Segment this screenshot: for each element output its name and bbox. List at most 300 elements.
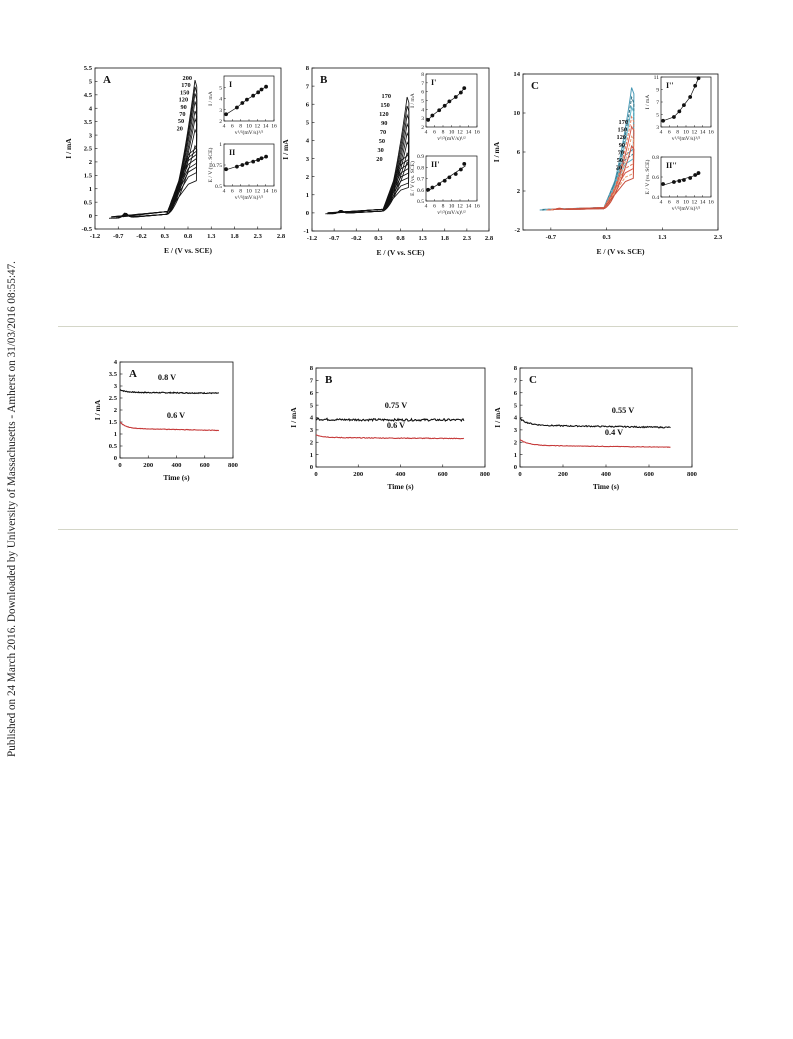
x-tick-label: 0	[118, 462, 122, 469]
y-tick-label: 0	[88, 212, 92, 220]
y-tick-label: 2	[88, 159, 92, 167]
x-axis-label: Time (s)	[592, 482, 620, 491]
cv-series-line	[116, 111, 196, 218]
inset-point	[447, 99, 451, 103]
panel-letter: A	[103, 74, 111, 86]
inset-x-tick-label: 4	[222, 123, 226, 130]
inset-x-tick-label: 6	[230, 188, 234, 195]
inset-y-tick-label: 0.75	[212, 163, 222, 169]
inset-y-axis-label: E / V (vs. SCE)	[645, 159, 651, 195]
inset-x-tick-label: 8	[676, 199, 680, 206]
x-axis-label: E / (V vs. SCE)	[596, 247, 645, 256]
scan-rate-label: 120	[178, 96, 189, 104]
inset-x-tick-label: 8	[676, 129, 680, 136]
y-tick-label: 2	[305, 173, 309, 181]
inset-x-tick-label: 14	[262, 123, 269, 130]
cv-series-line	[118, 119, 197, 218]
scan-rate-label: 170	[381, 93, 391, 100]
y-tick-label: 8	[309, 365, 313, 373]
ca-series-line	[520, 418, 671, 428]
ca-series-line	[316, 435, 464, 439]
x-tick-label: 1.8	[440, 235, 449, 242]
y-tick-label: 6	[516, 149, 520, 157]
inset-point	[430, 186, 434, 190]
inset-point	[245, 161, 249, 165]
inset-y-tick-label: 0.7	[417, 176, 424, 183]
x-tick-label: 0.3	[374, 235, 383, 242]
scan-rate-label: 70	[179, 111, 186, 118]
cv-chart-a	[62, 58, 294, 276]
y-tick-label: 2	[113, 407, 117, 415]
x-tick-label: -0.7	[113, 233, 124, 240]
inset-point	[437, 108, 441, 112]
x-tick-label: -1.2	[89, 233, 101, 240]
potential-label: 0.8 V	[157, 373, 177, 382]
inset-point	[677, 109, 681, 113]
inset-point	[677, 179, 681, 183]
x-tick-label: 2.8	[276, 233, 286, 240]
inset-point	[454, 172, 458, 176]
y-axis-label: I / mA	[493, 407, 502, 428]
inset-y-tick-label: 7	[656, 100, 659, 106]
x-axis-label: Time (s)	[387, 482, 414, 491]
inset-y-tick-label: 0.8	[417, 165, 424, 172]
inset-y-tick-label: 0.4	[652, 195, 659, 201]
ca-chart-a	[80, 353, 260, 489]
inset-plot	[208, 76, 277, 136]
y-axis-label: I / mA	[492, 141, 501, 163]
inset-y-tick-label: 2	[421, 125, 424, 131]
y-tick-label: 4	[305, 137, 309, 145]
scan-rate-label: 70	[379, 129, 387, 136]
scan-rate-label: 150	[617, 126, 627, 134]
inset-point	[251, 94, 255, 98]
inset-point	[260, 156, 264, 160]
x-tick-label: 2.3	[462, 235, 471, 242]
inset-x-tick-label: 6	[433, 129, 436, 136]
ca-series-line	[520, 440, 671, 448]
download-watermark	[2, 0, 22, 1039]
y-tick-label: 3	[513, 427, 517, 435]
y-tick-label: 3	[305, 155, 309, 163]
x-tick-label: 2.3	[713, 234, 723, 241]
download-watermark-text: Published on 24 March 2016. Downloaded by University of Massachusetts - Amherst on 31/03/2016 08:55:47.	[6, 261, 18, 758]
inset-y-tick-label: 0.9	[417, 154, 424, 160]
inset-x-tick-label: 16	[271, 188, 277, 195]
panel-letter: C	[529, 374, 537, 386]
y-tick-label: 5	[305, 119, 309, 127]
inset-point	[462, 162, 466, 166]
ca-chart-b	[275, 360, 495, 492]
inset-point	[426, 188, 430, 192]
inset-y-tick-label: 0.6	[652, 175, 659, 181]
y-tick-label: 1	[113, 431, 117, 439]
inset-point	[693, 84, 697, 88]
x-tick-label: -0.7	[545, 234, 557, 241]
y-tick-label: 1	[513, 451, 517, 459]
y-tick-label: 5	[513, 402, 517, 410]
inset-point	[697, 171, 701, 175]
x-tick-label: 400	[601, 471, 611, 478]
scan-rate-label: 90	[618, 141, 625, 149]
x-tick-label: 200	[143, 462, 154, 469]
inset-point	[682, 103, 686, 107]
cv-series-line	[120, 130, 197, 218]
inset-y-tick-label: 1	[219, 142, 222, 148]
inset-point	[672, 180, 676, 184]
x-tick-label: 600	[199, 462, 210, 469]
cv-series-line	[115, 102, 197, 219]
x-tick-label: 2.8	[484, 235, 494, 242]
inset-x-tick-label: 4	[659, 129, 663, 136]
inset-point	[235, 165, 239, 169]
inset-point	[245, 98, 249, 102]
cv-series-line	[325, 97, 409, 214]
inset-point	[443, 179, 447, 183]
inset-point	[256, 90, 260, 94]
potential-label: 0.4 V	[604, 428, 624, 437]
y-tick-label: -1	[303, 228, 309, 236]
scan-rate-label: 200	[182, 75, 192, 82]
panel-letter: A	[129, 368, 137, 380]
inset-x-axis-label: v¹/²(mV/s)¹/²	[234, 130, 264, 136]
inset-y-axis-label: I / mA	[208, 91, 214, 106]
y-tick-label: 14	[513, 71, 520, 79]
inset-y-tick-label: 0.6	[417, 187, 424, 194]
inset-point	[426, 118, 430, 122]
y-tick-label: 4	[88, 105, 92, 113]
inset-point	[224, 112, 228, 116]
inset-x-axis-label: v¹/²(mV/s)¹/²	[671, 136, 701, 142]
y-tick-label: 3	[88, 132, 92, 140]
inset-point	[224, 167, 228, 171]
scan-rate-label: 70	[617, 149, 624, 157]
inset-x-tick-label: 10	[683, 199, 689, 206]
inset-x-tick-label: 4	[222, 188, 226, 195]
x-tick-label: 0.3	[602, 234, 611, 241]
x-axis-label: E / (V vs. SCE)	[376, 248, 425, 257]
y-tick-label: 5.5	[83, 65, 92, 73]
y-tick-label: 3	[113, 383, 117, 391]
y-tick-label: 6	[305, 101, 309, 109]
cv-series-line	[327, 106, 409, 214]
panel-letter: B	[325, 374, 333, 386]
inset-y-axis-label: E / V (vs. SCE)	[410, 161, 416, 196]
inset-point	[443, 104, 447, 108]
inset-x-tick-label: 4	[659, 199, 663, 206]
ca-curves	[120, 373, 219, 431]
inset-y-tick-label: 7	[421, 80, 424, 87]
inset-x-tick-label: 14	[699, 199, 706, 206]
scan-rate-label: 20	[176, 125, 183, 133]
ca-curves	[316, 401, 464, 439]
inset-point	[260, 88, 264, 92]
inset-x-tick-label: 16	[474, 129, 480, 136]
y-tick-label: 7	[305, 83, 309, 91]
inset-point	[672, 115, 676, 119]
inset-x-tick-label: 6	[433, 203, 436, 210]
inset-point	[688, 176, 692, 180]
x-tick-label: 200	[353, 471, 364, 478]
inset-y-tick-label: 4	[219, 96, 222, 103]
y-tick-label: 7	[513, 377, 517, 385]
scan-rate-label: 170	[181, 82, 191, 90]
inset-x-tick-label: 8	[441, 129, 445, 136]
y-tick-label: 2.5	[108, 395, 117, 403]
inset-x-tick-label: 16	[474, 203, 480, 210]
y-tick-label: 4	[113, 359, 117, 367]
inset-point	[264, 85, 268, 89]
scan-rate-label: 30	[377, 147, 384, 154]
y-tick-label: 0	[513, 464, 517, 472]
divider-bottom	[58, 529, 738, 530]
plot-frame	[493, 365, 698, 491]
inset-point	[235, 106, 239, 110]
inset-y-tick-label: 8	[421, 72, 424, 78]
inset-y-tick-label: 3	[421, 116, 424, 123]
scan-rate-label: 50	[177, 118, 185, 126]
scan-rate-label: 150	[380, 102, 390, 109]
x-tick-label: 0.3	[160, 233, 169, 240]
x-tick-label: 0.8	[183, 233, 193, 240]
potential-label: 0.6 V	[166, 411, 186, 420]
y-tick-label: 4	[309, 414, 313, 422]
inset-x-axis-label: v¹/²(mV/s)¹/²	[437, 210, 466, 216]
y-tick-label: -2	[514, 227, 520, 235]
y-tick-label: -0.5	[81, 226, 92, 234]
panel-letter: C	[531, 80, 539, 92]
x-tick-label: 0	[518, 471, 522, 478]
inset-x-tick-label: 8	[441, 203, 445, 210]
scan-rate-labels	[376, 93, 391, 163]
ca-series-line	[120, 422, 219, 431]
inset-x-axis-label: v¹/²(mV/s)¹/²	[437, 136, 466, 142]
y-tick-label: 5	[88, 78, 92, 86]
inset-plot	[644, 155, 714, 212]
inset-point	[661, 119, 665, 123]
inset-point	[264, 155, 268, 159]
y-tick-label: 2	[309, 439, 313, 447]
y-tick-label: 10	[513, 110, 520, 118]
inset-point	[661, 182, 665, 186]
inset-x-tick-label: 14	[699, 129, 706, 136]
inset-point	[459, 91, 463, 95]
inset-label: II'	[431, 160, 440, 169]
y-tick-label: 8	[513, 365, 517, 373]
inset-y-axis-label: E / V (vs. SCE)	[208, 147, 214, 183]
y-tick-label: 3.5	[108, 371, 117, 379]
inset-point	[437, 182, 441, 186]
x-tick-label: 1.3	[658, 234, 667, 241]
inset-x-tick-label: 6	[667, 199, 671, 206]
inset-y-tick-label: 5	[219, 85, 222, 92]
x-tick-label: 1.3	[207, 233, 216, 240]
scan-rate-label: 50	[378, 138, 385, 145]
inset-x-tick-label: 10	[246, 188, 252, 195]
inset-x-axis-label: v¹/²(mV/s)¹/²	[234, 195, 264, 201]
cv-series-line	[334, 142, 409, 213]
y-tick-label: 4	[513, 414, 517, 422]
inset-x-tick-label: 10	[448, 129, 455, 136]
inset-point	[240, 163, 244, 167]
inset-x-tick-label: 10	[683, 129, 689, 136]
inset-point	[447, 175, 451, 179]
y-tick-label: 2	[516, 188, 520, 196]
scan-rate-label: 170	[618, 119, 628, 126]
plot-border	[520, 368, 692, 467]
inset-y-axis-label: I / mA	[645, 94, 651, 110]
y-tick-label: 6	[309, 389, 313, 397]
inset-x-tick-label: 8	[239, 123, 243, 130]
y-tick-label: 1.5	[108, 419, 117, 427]
x-tick-label: 400	[395, 471, 406, 478]
panel-letter: B	[320, 74, 328, 86]
cv-curves	[325, 97, 409, 214]
inset-x-tick-label: 12	[691, 129, 698, 136]
inset-y-tick-label: 9	[656, 87, 659, 94]
inset-y-tick-label: 4	[421, 107, 424, 114]
y-axis-label: I / mA	[289, 407, 298, 428]
x-tick-label: 600	[437, 471, 448, 478]
inset-x-tick-label: 12	[254, 188, 261, 195]
x-tick-label: -0.7	[328, 235, 340, 242]
scan-rate-label: 120	[379, 111, 389, 118]
y-tick-label: 1	[305, 191, 309, 199]
x-tick-label: 0.8	[396, 235, 405, 242]
inset-point	[697, 76, 701, 80]
scan-rate-label: 90	[180, 103, 187, 111]
y-tick-label: 0	[113, 455, 117, 463]
inset-x-tick-label: 4	[424, 129, 428, 136]
inset-x-tick-label: 12	[457, 129, 463, 136]
inset-y-tick-label: 5	[656, 112, 659, 119]
x-tick-label: -1.2	[306, 235, 318, 242]
inset-x-tick-label: 6	[230, 123, 234, 130]
inset-y-tick-label: 0.8	[652, 155, 659, 161]
inset-plot	[207, 142, 277, 201]
inset-point	[454, 95, 458, 99]
x-tick-label: -0.2	[136, 233, 147, 240]
cv-chart-c	[492, 58, 729, 276]
inset-x-tick-label: 6	[667, 129, 671, 136]
scan-rate-label: 120	[616, 134, 626, 142]
ca-series-line	[120, 390, 219, 394]
inset-x-tick-label: 16	[271, 123, 277, 130]
inset-label: II	[229, 148, 236, 157]
y-tick-label: 0	[305, 210, 309, 218]
ca-chart-c	[483, 360, 723, 492]
inset-y-tick-label: 3	[656, 125, 659, 131]
x-tick-label: 200	[558, 471, 568, 478]
inset-label: I	[229, 80, 233, 89]
x-tick-label: -0.2	[351, 235, 362, 242]
inset-x-tick-label: 4	[424, 203, 428, 210]
inset-x-axis-label: v¹/²(mV/s)¹/²	[671, 206, 701, 212]
inset-x-tick-label: 12	[691, 199, 698, 206]
y-tick-label: 8	[305, 65, 309, 73]
x-tick-label: 1.8	[230, 233, 239, 240]
x-axis-label: Time (s)	[163, 473, 190, 482]
scan-rate-label: 90	[381, 120, 388, 127]
y-tick-label: 1	[88, 185, 92, 193]
inset-point	[682, 178, 686, 182]
inset-point	[462, 86, 466, 90]
y-tick-label: 0	[309, 464, 313, 472]
y-tick-label: 4.5	[83, 92, 92, 100]
inset-y-tick-label: 3	[219, 107, 222, 114]
scan-rate-label: 20	[376, 156, 383, 163]
inset-plot	[409, 154, 480, 216]
inset-y-tick-label: 11	[653, 75, 659, 81]
inset-point	[256, 158, 260, 162]
inset-x-tick-label: 14	[465, 129, 472, 136]
inset-label: I'	[431, 78, 437, 87]
inset-y-tick-label: 2	[219, 119, 222, 125]
inset-point	[240, 101, 244, 105]
inset-y-tick-label: 0.5	[215, 184, 222, 190]
inset-x-tick-label: 12	[457, 203, 463, 210]
inset-label: I''	[666, 81, 674, 90]
cv-chart-b	[280, 58, 508, 276]
x-tick-label: 800	[687, 471, 697, 478]
y-tick-label: 0.5	[83, 199, 92, 207]
inset-x-tick-label: 10	[246, 123, 252, 130]
y-axis-label: I / mA	[93, 399, 102, 421]
y-axis-label: I / mA	[64, 138, 73, 159]
x-tick-label: 800	[228, 462, 238, 469]
potential-label: 0.75 V	[384, 401, 408, 410]
plot-border	[316, 368, 485, 467]
inset-point	[459, 168, 463, 172]
inset-x-tick-label: 14	[262, 188, 269, 195]
inset-point	[251, 160, 255, 164]
inset-x-tick-label: 12	[254, 123, 261, 130]
inset-x-tick-label: 14	[465, 203, 472, 210]
x-tick-label: 800	[480, 471, 490, 478]
y-tick-label: 2.5	[83, 145, 92, 153]
inset-x-tick-label: 16	[708, 199, 714, 206]
x-tick-label: 1.3	[418, 235, 427, 242]
scan-rate-label: 20	[615, 164, 622, 172]
inset-point	[688, 95, 692, 99]
x-axis-label: E / (V vs. SCE)	[164, 246, 212, 255]
y-tick-label: 3	[309, 427, 313, 435]
inset-x-tick-label: 8	[239, 188, 243, 195]
scan-rate-label: 50	[616, 157, 623, 164]
y-tick-label: 1	[309, 451, 313, 459]
y-tick-label: 6	[513, 389, 517, 397]
y-tick-label: 3.5	[83, 118, 92, 126]
inset-plot	[410, 72, 480, 142]
x-tick-label: 0	[314, 471, 318, 478]
scan-rate-label: 150	[179, 89, 190, 97]
x-tick-label: 2.3	[253, 233, 262, 240]
y-tick-label: 1.5	[83, 172, 92, 180]
x-tick-label: 400	[171, 462, 182, 469]
y-tick-label: 2	[513, 439, 517, 447]
inset-x-tick-label: 16	[708, 129, 714, 136]
y-tick-label: 5	[309, 402, 313, 410]
inset-label: II''	[666, 161, 677, 170]
ca-curves	[520, 406, 671, 447]
y-tick-label: 0.5	[108, 443, 117, 451]
y-axis-label: I / mA	[281, 139, 290, 160]
potential-label: 0.55 V	[611, 406, 635, 415]
inset-y-tick-label: 0.5	[417, 199, 424, 205]
y-tick-label: 7	[309, 377, 313, 385]
inset-point	[430, 114, 434, 118]
inset-point	[693, 173, 697, 177]
